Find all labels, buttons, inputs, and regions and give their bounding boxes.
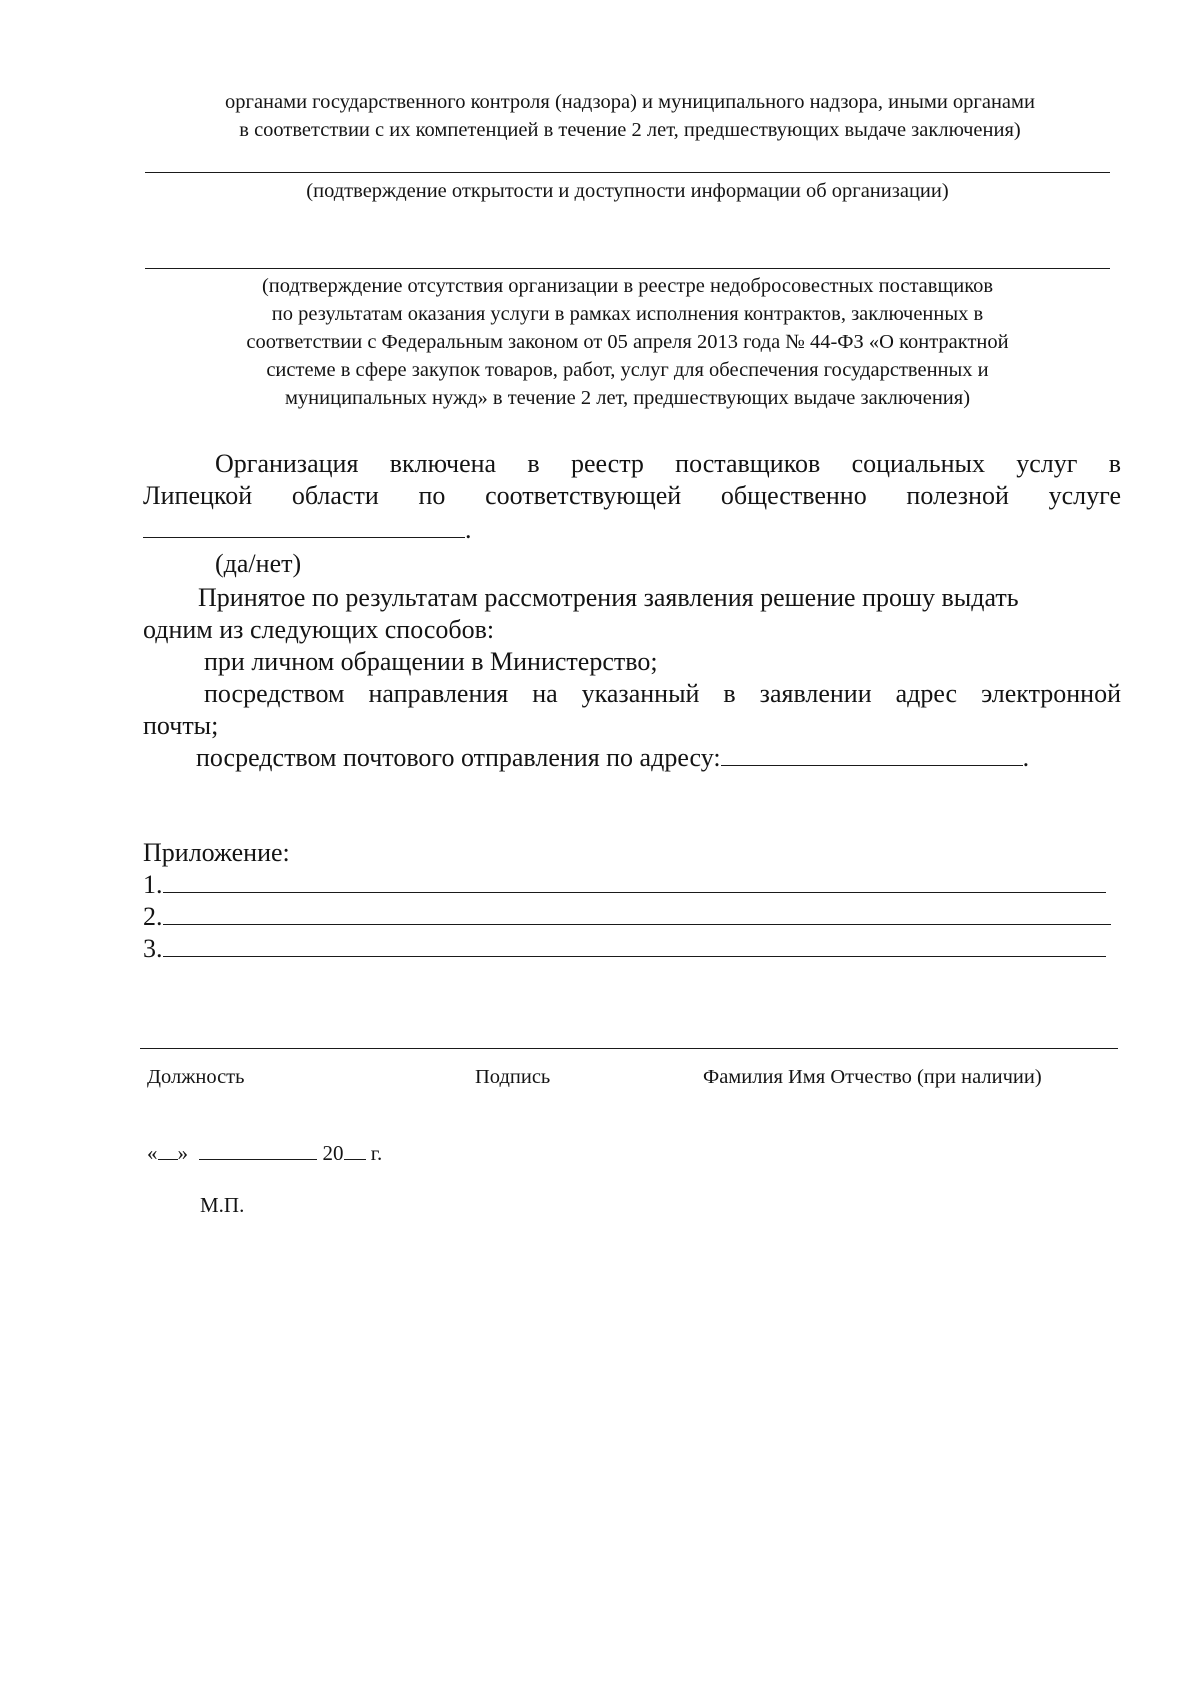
top-note-line-1: органами государственного контроля (надзора) и муниципального надзора, иными органами (225, 91, 1035, 113)
registry-caption-line-5: муниципальных нужд» в течение 2 лет, предшествующих выдаче заключения) (284, 387, 971, 409)
registry-answer-blank[interactable] (143, 515, 465, 538)
registry-caption-line-1: (подтверждение отсутствия организации в реестре недобросовестных поставщиков (261, 275, 994, 297)
date-month-blank[interactable] (199, 1141, 317, 1160)
attachment-item-blank[interactable] (163, 870, 1106, 893)
delivery-intro (143, 582, 1121, 646)
registry-fill-line (145, 268, 1110, 269)
delivery-address-blank[interactable] (721, 743, 1023, 766)
openness-caption: (подтверждение открытости и доступности информации об организации) (306, 180, 949, 202)
registry-caption (145, 272, 1110, 412)
delivery-option-email-line-2: почты; (143, 711, 219, 740)
registry-statement-line-2: Липецкой области по соответствующей общественно полезной услуге (143, 481, 1121, 510)
registry-caption-line-4: системе в сфере закупок товаров, работ, услуг для обеспечения государственных и (266, 359, 989, 381)
top-note (120, 88, 1140, 144)
signature-name-label: Фамилия Имя Отчество (при наличии) (703, 1066, 1042, 1088)
registry-answer-period: . (465, 515, 472, 544)
registry-answer-row (143, 514, 472, 546)
attachment-item (143, 933, 1106, 965)
date-open-quote: « (147, 1141, 158, 1165)
signature-sign-label: Подпись (475, 1066, 551, 1088)
attachment-item (143, 869, 1106, 901)
date-line (147, 1140, 382, 1166)
date-year-suffix: г. (370, 1141, 383, 1165)
openness-fill-line (145, 172, 1110, 173)
date-year-blank[interactable] (344, 1141, 366, 1160)
attachment-item-blank[interactable] (163, 902, 1111, 925)
registry-statement-line-1: Организация включена в реестр поставщиков социальных услуг в (215, 449, 1121, 478)
registry-answer-hint: (да/нет) (215, 549, 302, 578)
signature-line[interactable] (140, 1048, 1118, 1049)
delivery-intro-line-1: Принятое по результатам рассмотрения заявления решение прошу выдать (198, 583, 1019, 612)
top-note-line-2: в соответствии с их компетенцией в течение 2 лет, предшествующих выдаче заключения) (239, 119, 1021, 141)
attachment-item-number: 3. (143, 934, 163, 963)
attachment-item-number: 2. (143, 902, 163, 931)
registry-statement (143, 448, 1121, 512)
registry-caption-line-2: по результатам оказания услуги в рамках исполнения контрактов, заключенных в (271, 303, 984, 325)
attachment-item-number: 1. (143, 870, 163, 899)
delivery-option-post (196, 742, 1029, 774)
delivery-option-email-line-1: посредством направления на указанный в заявлении адрес электронной (204, 679, 1121, 708)
signature-position-label: Должность (147, 1066, 245, 1088)
delivery-option-post-label: посредством почтового отправления по адресу: (196, 743, 721, 772)
registry-caption-line-3: соответствии с Федеральным законом от 05 апреля 2013 года № 44-ФЗ «О контрактной (246, 331, 1009, 353)
stamp-label: М.П. (200, 1193, 245, 1217)
attachment-item-blank[interactable] (163, 934, 1106, 957)
attachment-item (143, 901, 1111, 933)
attachments-title: Приложение: (143, 838, 290, 867)
date-close-quote: » (177, 1141, 188, 1165)
delivery-option-post-period: . (1022, 743, 1030, 772)
delivery-option-email (143, 678, 1121, 742)
date-year-prefix: 20 (322, 1141, 344, 1165)
date-day-blank[interactable] (158, 1141, 178, 1160)
delivery-intro-line-2: одним из следующих способов: (143, 615, 495, 644)
delivery-option-in-person: при личном обращении в Министерство; (204, 647, 658, 676)
